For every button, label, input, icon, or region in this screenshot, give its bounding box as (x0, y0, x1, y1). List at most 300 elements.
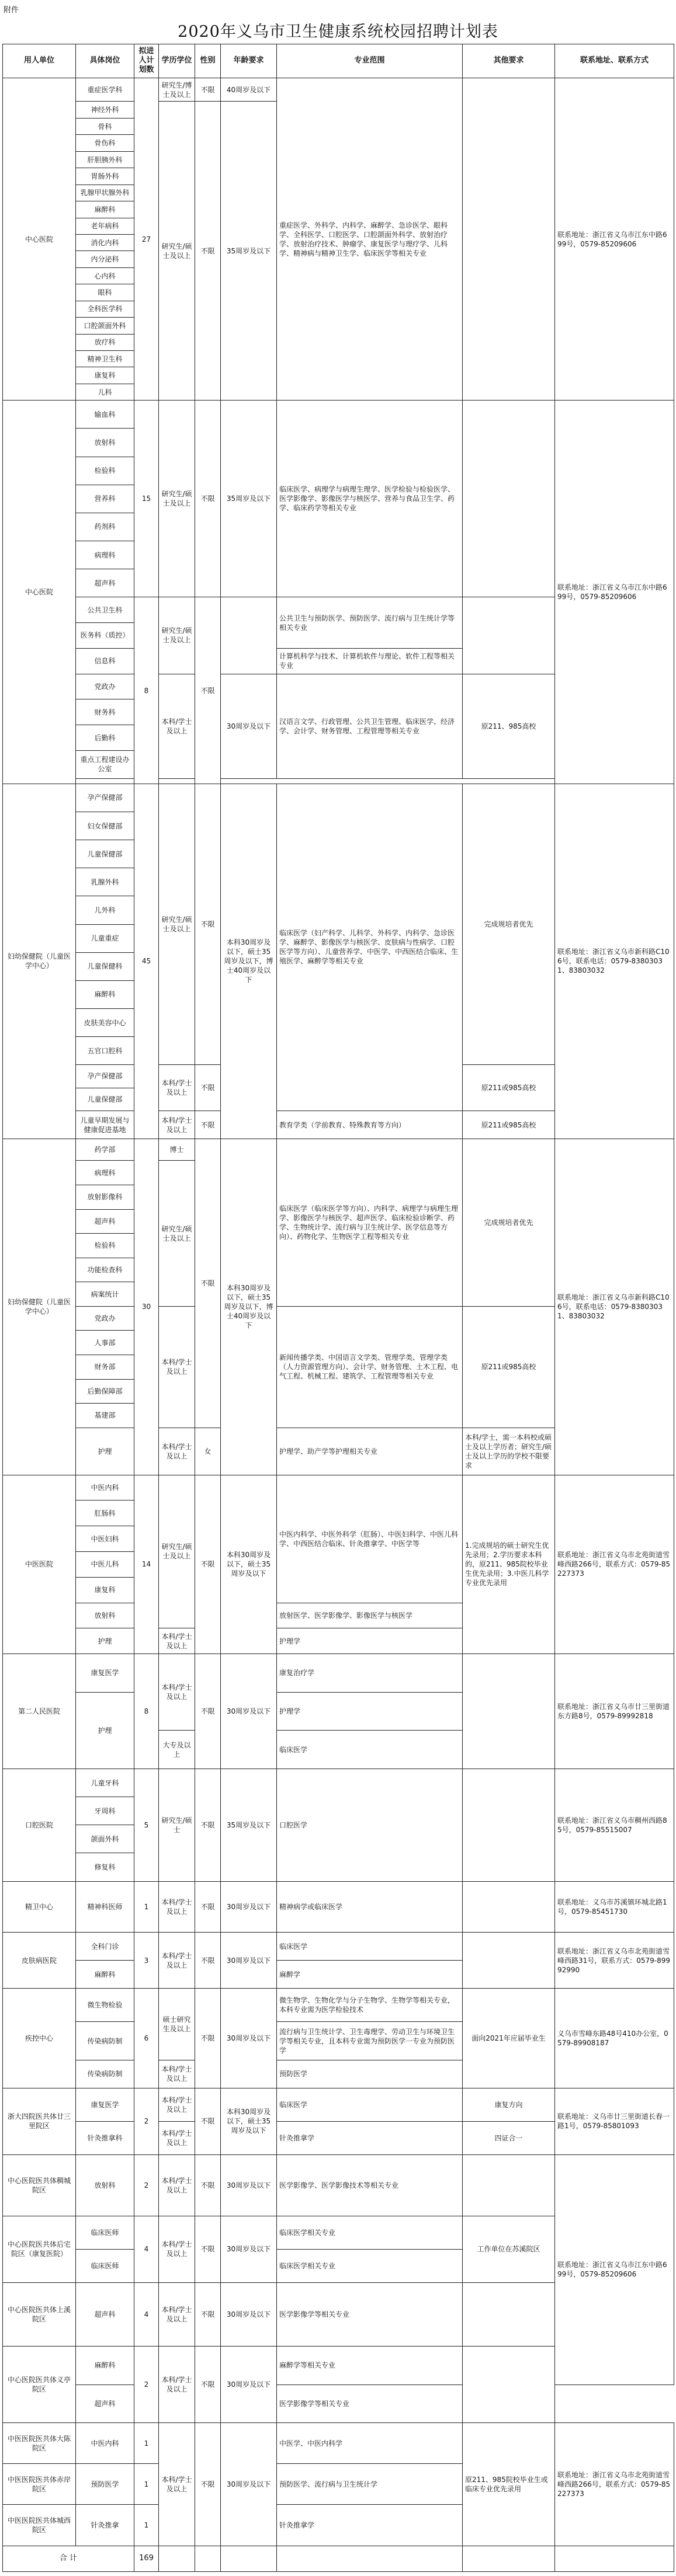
count-cell: 8 (134, 1654, 159, 1769)
unit-cell: 中心医院医共体义亭院区 (3, 2347, 76, 2423)
count-cell: 2 (134, 2088, 159, 2155)
age-cell: 30周岁及以下 (221, 2154, 277, 2216)
degree-cell: 本科/学士及以上 (159, 1428, 195, 1475)
major-cell: 医学影像学等相关专业 (277, 2384, 463, 2423)
contact-cell: 联系地址：义乌市廿三里街道长春一路1号，0579-85801093 (555, 2088, 674, 2155)
degree-cell: 本科/学士及以上 (159, 2154, 195, 2216)
contact-cell: 联系地址：浙江省义乌市新科路C106号，联系电话：0579-83803031、83803032 (555, 1139, 674, 1475)
unit-cell: 皮肤病医院 (3, 1933, 76, 1989)
gender-cell: 不限 (195, 401, 221, 597)
degree-cell: 研究生/硕士及以上 (159, 102, 195, 401)
post-cell: 财务科 (76, 699, 134, 725)
age-cell: 本科30周岁及以下，硕士35周岁及以下，博士40周岁及以下 (221, 784, 277, 1139)
post-cell: 心内科 (76, 267, 134, 284)
post-cell: 牙周科 (76, 1797, 134, 1825)
count-cell: 1 (134, 1881, 159, 1933)
degree-cell: 研究生/硕士及以上 (159, 597, 195, 674)
other-cell: 本科/学士，需一本科校或硕士及以上学历者；研究生/硕士及以上学历的学校不限要求 (463, 1428, 555, 1475)
post-cell: 财务部 (76, 1355, 134, 1379)
age-cell: 本科30周岁及以下，硕士35周岁及以下 (221, 1475, 277, 1653)
post-cell: 肛肠科 (76, 1501, 134, 1526)
degree-cell: 本科/学士及以上 (159, 1111, 195, 1139)
gender-cell: 不限 (195, 1111, 221, 1139)
major-cell: 临床医学 (277, 1933, 463, 1961)
post-cell: 神经外科 (76, 102, 134, 118)
post-cell: 病案统计 (76, 1282, 134, 1307)
count-cell: 5 (134, 1769, 159, 1882)
post-cell: 修复科 (76, 1853, 134, 1881)
table-row (3, 1769, 674, 1797)
post-cell: 检验科 (76, 457, 134, 485)
unit-cell: 中心医院医共体稠城院区 (3, 2154, 76, 2216)
age-cell: 30周岁及以下 (221, 2347, 277, 2423)
major-cell: 预防医学、流行病与卫生统计学 (277, 2464, 463, 2505)
gender-cell: 不限 (195, 1881, 221, 1933)
other-cell: 原211或985高校 (463, 1065, 555, 1111)
gender-cell: 不限 (195, 2423, 221, 2546)
contact-cell: 义乌市雪峰东路48号410办公室，0579-89908187 (555, 1989, 674, 2088)
major-cell: 流行病与卫生统计学、卫生毒理学、劳动卫生与环境卫生学等相关专业，且本科专业需为预防医学一专业为预防医学 (277, 2022, 463, 2060)
empty-cell (463, 2546, 555, 2572)
major-cell: 护理学 (277, 1628, 463, 1654)
other-cell: 原211、985高校 (463, 674, 555, 778)
post-cell: 微生物检验 (76, 1989, 134, 2022)
post-cell: 传染病防制 (76, 2060, 134, 2088)
post-cell: 公共卫生科 (76, 597, 134, 623)
age-cell: 30周岁及以下 (221, 674, 277, 778)
gender-cell: 不限 (195, 1654, 221, 1769)
post-cell: 预防医学 (76, 2464, 134, 2505)
table-row (3, 2088, 674, 2122)
gender-cell: 女 (195, 1428, 221, 1475)
post-cell: 党政办 (76, 674, 134, 699)
gender-cell: 不限 (195, 1139, 221, 1428)
gender-cell: 不限 (195, 784, 221, 1064)
unit-cell: 中医医院医共体大陈院区 (3, 2423, 76, 2464)
post-cell: 后勤科 (76, 725, 134, 751)
post-cell: 中医内科 (76, 2423, 134, 2464)
post-cell: 针灸推拿科 (76, 2121, 134, 2154)
major-cell: 麻醉学 (277, 1961, 463, 1989)
unit-cell: 中医医院医共体赤岸院区 (3, 2464, 76, 2505)
degree-cell: 本科/学士及以上 (159, 2347, 195, 2423)
gender-cell: 不限 (195, 2282, 221, 2346)
major-cell: 重症医学、外科学、内科学、麻醉学、急诊医学、眼科学、全科医学、口腔医学、口腔颌面外科学、放射治疗学、放射治疗技术、肿瘤学、康复医学与理疗学、儿科学、精神病与精神卫生学、临床医学等相关专业 (277, 78, 463, 400)
header-row (3, 44, 674, 78)
header-cell: 用人单位 (3, 44, 76, 78)
post-cell: 儿科 (76, 384, 134, 400)
other-cell: 工作单位在苏溪院区 (463, 2216, 555, 2282)
degree-cell: 研究生/硕士及以上 (159, 1475, 195, 1628)
empty-cell (159, 2546, 195, 2572)
unit-cell: 第二人民医院 (3, 1654, 76, 1769)
post-cell: 乳腺外科 (76, 868, 134, 896)
major-cell: 护理学、助产学等护理相关专业 (277, 1428, 463, 1475)
degree-cell: 本科/学士及以上 (159, 2121, 195, 2154)
gender-cell: 不限 (195, 2216, 221, 2282)
total-count: 169 (134, 2546, 159, 2572)
degree-cell: 本科/学士及以上 (159, 2088, 195, 2122)
major-cell: 公共卫生与预防医学、预防医学、流行病与卫生统计学等相关专业 (277, 597, 463, 649)
major-cell: 微生物学、生物化学与分子生物学、生物学等相关专业，本科专业需为医学检验技术 (277, 1989, 463, 2022)
page-title: 2020年义乌市卫生健康系统校园招聘计划表 (178, 23, 498, 41)
degree-cell: 本科/学士及以上 (159, 1628, 195, 1654)
post-cell: 超声科 (76, 1209, 134, 1234)
post-cell: 口腔颌面外科 (76, 318, 134, 334)
unit-cell: 中心医院 (3, 401, 76, 784)
major-cell: 精神病学或临床医学 (277, 1881, 463, 1933)
unit-cell: 口腔医院 (3, 1769, 76, 1882)
post-cell: 麻醉科 (76, 201, 134, 218)
major-cell: 临床医学相关专业 (277, 2216, 463, 2249)
major-cell: 计算机科学与技术、计算机软件与理论、软件工程等相关专业 (277, 648, 463, 674)
post-cell: 超声科 (76, 2282, 134, 2346)
major-cell: 医学影像学、医学影像技术等相关专业 (277, 2154, 463, 2216)
unit-cell: 中医医院医共体城西院区 (3, 2505, 76, 2546)
post-cell: 五官口腔科 (76, 1037, 134, 1065)
gender-cell: 不限 (195, 1475, 221, 1653)
major-cell: 预防医学 (277, 2060, 463, 2088)
post-cell: 康复医学 (76, 1654, 134, 1693)
contact-cell: 联系地址：浙江省义乌市江东中路699号，0579-85209606 (555, 2154, 674, 2384)
post-cell: 康复科 (76, 1577, 134, 1603)
age-cell (221, 597, 277, 674)
count-cell: 1 (134, 2423, 159, 2464)
age-cell: 本科30周岁及以下，硕士35周岁及以下，博士40周岁及以下 (221, 1139, 277, 1475)
degree-cell: 本科/学士及以上 (159, 2423, 195, 2546)
post-cell: 麻醉科 (76, 1961, 134, 1989)
header-cell: 拟进人计划数 (134, 44, 159, 78)
other-cell: 原211或985高校 (463, 1306, 555, 1428)
major-cell: 口腔医学 (277, 1769, 463, 1882)
age-cell: 30周岁及以下 (221, 1933, 277, 1989)
major-cell: 临床医学相关专业 (277, 2249, 463, 2282)
post-cell: 信息科 (76, 648, 134, 674)
post-cell: 全科医学科 (76, 301, 134, 317)
other-cell: 1.完成规培的硕士研究生优先录用；2.学历要求本科的，原211、985院校毕业生优先录用；3.中医儿科学专业优先录用 (463, 1475, 555, 1653)
major-cell: 中医内科学、中医外科学（肛肠）、中医妇科学、中医儿科学、中西医结合临床、针灸推拿学、中医学等 (277, 1475, 463, 1603)
other-cell: 康复方向 (463, 2088, 555, 2122)
post-cell: 药学部 (76, 1139, 134, 1161)
degree-cell: 研究生/硕士及以上 (159, 401, 195, 597)
degree-cell: 研究生/硕士及以上 (159, 784, 195, 1064)
table-row (3, 1654, 674, 1693)
post-cell (76, 779, 134, 784)
major-cell: 临床医学 (277, 2088, 463, 2122)
gender-cell: 不限 (195, 1933, 221, 1989)
age-cell: 35周岁及以下 (221, 401, 277, 597)
count-cell: 45 (134, 784, 159, 1139)
post-cell: 眼科 (76, 284, 134, 301)
gender-cell: 不限 (195, 2088, 221, 2155)
post-cell: 中医妇科 (76, 1526, 134, 1552)
age-cell: 30周岁及以下 (221, 1989, 277, 2088)
table-row (3, 401, 674, 429)
age-cell: 30周岁及以下 (221, 2423, 277, 2546)
total-label: 合 计 (3, 2546, 134, 2572)
post-cell: 全科门诊 (76, 1933, 134, 1961)
contact-cell: 联系地址：浙江省义乌市江东中路699号，0579-85209606 (555, 78, 674, 400)
post-cell: 放射科 (76, 2154, 134, 2216)
post-cell: 肝胆胰外科 (76, 151, 134, 168)
post-cell: 内分泌科 (76, 251, 134, 267)
post-cell: 胃肠外科 (76, 168, 134, 185)
post-cell: 中医内科 (76, 1475, 134, 1501)
post-cell: 超声科 (76, 2384, 134, 2423)
post-cell: 针灸推拿 (76, 2505, 134, 2546)
major-cell: 教育学类（学前教育、特殊教育等方向） (277, 1111, 463, 1139)
unit-cell: 精卫中心 (3, 1881, 76, 1933)
post-cell: 麻醉科 (76, 2347, 134, 2385)
post-cell: 输血科 (76, 401, 134, 429)
other-cell (463, 1769, 555, 1882)
count-cell: 27 (134, 78, 159, 400)
empty-cell (555, 2546, 674, 2572)
major-cell: 临床医学（临床医学等方向）、内科学、病理学与病理生理学、影像医学与核医学、超声医学、临床检验诊断学、药学、生物统计学、流行病与卫生统计学、医学信息等方向）、药物化学、生物医学工程等相关专业 (277, 1139, 463, 1307)
post-cell: 病理科 (76, 541, 134, 569)
header-cell: 具体岗位 (76, 44, 134, 78)
other-cell (463, 1881, 555, 1933)
major-cell: 中医学、中医内科学 (277, 2423, 463, 2464)
major-cell: 新闻传播学类、中国语言文学类、管理学类、管理学类（人力资源管理方向）、会计学、财务管理、土木工程、电气工程、机械工程、建筑学、工程管理等相关专业 (277, 1306, 463, 1428)
header-cell: 专业范围 (277, 44, 463, 78)
table-row (3, 1881, 674, 1933)
table-row (3, 1989, 674, 2022)
other-cell: 面向2021年应届毕业生 (463, 1989, 555, 2088)
post-cell: 儿童牙科 (76, 1769, 134, 1797)
gender-cell: 不限 (195, 597, 221, 784)
post-cell: 检验科 (76, 1234, 134, 1258)
post-cell: 颌面外科 (76, 1825, 134, 1853)
age-cell: 30周岁及以下 (221, 2282, 277, 2346)
post-cell: 党政办 (76, 1306, 134, 1331)
gender-cell: 不限 (195, 2154, 221, 2216)
other-cell: 原211、985院校毕业生或临床专业优先录用 (463, 2423, 555, 2546)
post-cell: 营养科 (76, 485, 134, 513)
major-cell: 针灸推拿学 (277, 2121, 463, 2154)
post-cell: 功能检查科 (76, 1258, 134, 1282)
table-row (3, 2154, 674, 2216)
table-row (3, 1139, 674, 1161)
unit-cell: 妇幼保健院（儿童医学中心） (3, 1139, 76, 1475)
unit-cell: 中心医院医共体后宅院区（康复医院） (3, 2216, 76, 2282)
post-cell: 人事部 (76, 1331, 134, 1355)
post-cell: 康复科 (76, 367, 134, 384)
unit-cell: 中医医院 (3, 1475, 76, 1653)
count-cell: 15 (134, 401, 159, 597)
recruitment-table (2, 44, 674, 2572)
major-cell: 康复治疗学 (277, 1654, 463, 1693)
post-cell: 放射科 (76, 429, 134, 457)
other-cell (463, 2347, 555, 2423)
contact-cell: 联系地址：义乌市苏溪镇环城北路1号，0579-85451730 (555, 1881, 674, 1933)
count-cell: 2 (134, 2347, 159, 2423)
post-cell: 传染病防制 (76, 2022, 134, 2060)
total-row (3, 2546, 674, 2572)
count-cell: 1 (134, 2464, 159, 2505)
post-cell: 妇女保健部 (76, 812, 134, 840)
count-cell: 4 (134, 2282, 159, 2346)
age-cell: 35周岁及以下 (221, 102, 277, 401)
age-cell: 40周岁及以下 (221, 78, 277, 101)
degree-cell: 研究生/硕士 (159, 1769, 195, 1882)
degree-cell: 本科/学士及以上 (159, 1881, 195, 1933)
header-cell: 联系地址、联系方式 (555, 44, 674, 78)
post-cell: 孕产保健部 (76, 784, 134, 812)
post-cell: 临床医师 (76, 2249, 134, 2282)
gender-cell: 不限 (195, 2347, 221, 2423)
contact-cell: 联系地址：浙江省义乌市新科路C106号，联系电话：0579-83803031、83803032 (555, 784, 674, 1139)
post-cell: 皮肤美容中心 (76, 1008, 134, 1036)
gender-cell: 不限 (195, 1769, 221, 1882)
post-cell: 儿童早期发展与健康促进基地 (76, 1111, 134, 1139)
count-cell: 8 (134, 597, 159, 784)
other-cell (463, 2282, 555, 2346)
degree-cell: 博士 (159, 1139, 195, 1161)
table-row (3, 2384, 674, 2423)
contact-cell: 联系地址：浙江省义乌市北苑街道雪峰西路266号，联系方式：0579-85227373 (555, 1475, 674, 1653)
post-cell: 儿外科 (76, 896, 134, 924)
unit-cell: 妇幼保健院（儿童医学中心） (3, 784, 76, 1139)
degree-cell: 硕士研究生及以上 (159, 1989, 195, 2060)
post-cell: 护理 (76, 1628, 134, 1654)
attachment-label: 附件 (4, 6, 19, 15)
degree-cell: 本科/学士及以上 (159, 2282, 195, 2346)
major-cell: 临床医学、病理学与病理生理学、医学检验与检验医学、医学影像学、影像医学与核医学、营养与食品卫生学、药学、临床药学等相关专业 (277, 401, 463, 597)
major-cell: 麻醉学等相关专业 (277, 2347, 463, 2385)
empty-cell (277, 2546, 463, 2572)
major-cell: 临床医学（妇产科学、儿科学、外科学、内科学、急诊医学、麻醉学、影像医学与核医学、皮肤病与性病学、口腔医学等方向）、儿童营养学、中医学、中西医结合临床、生殖医学、麻醉学等相关专业 (277, 784, 463, 1111)
age-cell: 本科30周岁及以下，硕士35周岁及以下 (221, 2088, 277, 2155)
count-cell: 1 (134, 2505, 159, 2546)
contact-cell: 联系地址：浙江省义乌市江东中路699号，0579-85209606 (555, 401, 674, 784)
count-cell: 14 (134, 1475, 159, 1653)
degree-cell: 本科/学士及以上 (159, 1654, 195, 1731)
post-cell: 孕产保健部 (76, 1065, 134, 1088)
unit-cell: 浙大四院医共体廿三里院区 (3, 2088, 76, 2155)
degree-cell: 本科/学士及以上 (159, 1306, 195, 1428)
contact-cell: 联系地址：浙江省义乌市稠州西路85号，0579-85515007 (555, 1769, 674, 1882)
post-cell: 护理 (76, 1428, 134, 1475)
header-cell: 学历学位 (159, 44, 195, 78)
empty-cell (195, 2546, 221, 2572)
degree-cell: 研究生/博士及以上 (159, 78, 195, 101)
post-cell: 康复医学 (76, 2088, 134, 2122)
post-cell: 精神科医师 (76, 1881, 134, 1933)
post-cell: 消化内科 (76, 234, 134, 250)
unit-cell: 中心医院医共体上溪院区 (3, 2282, 76, 2346)
post-cell: 乳腺甲状腺外科 (76, 185, 134, 201)
post-cell: 护理 (76, 1692, 134, 1769)
contact-cell: 联系地址：浙江省义乌市北苑街道雪峰西路31号，联系方式：0579-89992990 (555, 1933, 674, 1989)
count-cell: 2 (134, 2154, 159, 2216)
gender-cell: 不限 (195, 1989, 221, 2088)
count-cell: 6 (134, 1989, 159, 2088)
degree-cell: 本科/学士及以上 (159, 1933, 195, 1989)
other-cell: 完成规培者优先 (463, 784, 555, 1064)
post-cell: 中医儿科 (76, 1551, 134, 1577)
post-cell: 药剂科 (76, 513, 134, 541)
post-cell: 放射影像科 (76, 1185, 134, 1209)
major-cell: 护理学 (277, 1692, 463, 1731)
table-row (3, 2423, 674, 2464)
post-cell: 儿童重症 (76, 924, 134, 952)
age-cell: 30周岁及以下 (221, 1654, 277, 1769)
post-cell: 超声科 (76, 569, 134, 597)
header-cell: 性别 (195, 44, 221, 78)
degree-cell: 本科/学士及以上 (159, 1065, 195, 1111)
other-cell (463, 2154, 555, 2216)
major-cell: 汉语言文学、行政管理、公共卫生管理、临床医学、经济学、会计学、财务管理、工程管理等相关专业 (277, 674, 463, 778)
gender-cell: 不限 (195, 102, 221, 401)
table-row (3, 1933, 674, 1961)
gender-cell: 不限 (195, 78, 221, 101)
post-cell: 病理科 (76, 1161, 134, 1185)
other-cell (463, 1933, 555, 1989)
age-cell: 35周岁及以下 (221, 1769, 277, 1882)
degree-cell: 本科/学士及以上 (159, 674, 195, 778)
other-cell (463, 78, 555, 400)
post-cell: 放射科 (76, 1603, 134, 1628)
post-cell: 基建部 (76, 1404, 134, 1428)
degree-cell: 大专及以上 (159, 1731, 195, 1769)
post-cell: 医务科（质控） (76, 623, 134, 649)
other-cell (463, 1654, 555, 1769)
other-cell: 四证合一 (463, 2121, 555, 2154)
major-cell: 放射医学、医学影像学、影像医学与核医学 (277, 1603, 463, 1628)
post-cell: 骨伤科 (76, 135, 134, 151)
contact-cell: 联系地址：浙江省义乌市廿三里街道东方路8号，0579-89992818 (555, 1654, 674, 1769)
post-cell: 放疗科 (76, 334, 134, 350)
table-row (3, 78, 674, 101)
major-cell: 针灸推拿学 (277, 2505, 463, 2546)
unit-cell: 中心医院 (3, 78, 76, 400)
post-cell: 儿童保健科 (76, 952, 134, 980)
other-cell (463, 597, 555, 674)
degree-cell: 本科/学士及以上 (159, 2216, 195, 2282)
post-cell: 老年病科 (76, 218, 134, 234)
header-cell: 其他要求 (463, 44, 555, 78)
post-cell: 儿童保健部 (76, 840, 134, 868)
gender-cell: 不限 (195, 1065, 221, 1111)
count-cell: 30 (134, 1139, 159, 1475)
empty-cell (221, 2546, 277, 2572)
degree-cell: 研究生/硕士及以上 (159, 1161, 195, 1306)
count-cell: 4 (134, 2216, 159, 2282)
major-cell: 医学影像学等相关专业 (277, 2282, 463, 2346)
contact-cell: 联系地址：浙江省义乌市北苑街道雪峰西路266号，联系方式：0579-85227373 (555, 2423, 674, 2546)
major-cell: 临床医学 (277, 1731, 463, 1769)
post-cell: 精神卫生科 (76, 351, 134, 367)
post-cell: 麻醉科 (76, 980, 134, 1008)
age-cell: 30周岁及以下 (221, 1881, 277, 1933)
unit-cell: 疾控中心 (3, 1989, 76, 2088)
post-cell: 重症医学科 (76, 78, 134, 101)
post-cell: 儿童保健部 (76, 1088, 134, 1111)
table-row (3, 1475, 674, 1501)
other-cell: 完成规培者优先 (463, 1139, 555, 1307)
post-cell: 骨科 (76, 118, 134, 134)
post-cell: 临床医师 (76, 2216, 134, 2249)
count-cell: 3 (134, 1933, 159, 1989)
table-row (3, 784, 674, 812)
post-cell: 重点工程建设办公室 (76, 750, 134, 778)
other-cell: 原211或985高校 (463, 1111, 555, 1139)
other-cell (463, 401, 555, 597)
post-cell: 后勤保障部 (76, 1379, 134, 1404)
degree-cell: 本科/学士及以上 (159, 2060, 195, 2088)
header-cell: 年龄要求 (221, 44, 277, 78)
